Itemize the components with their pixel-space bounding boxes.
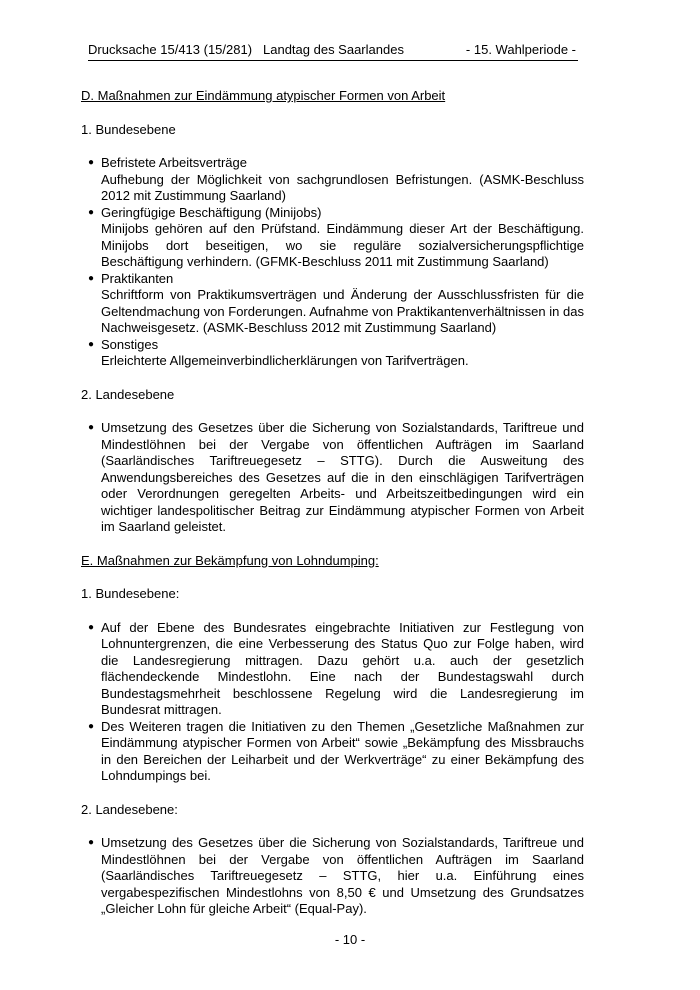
bullet-icon: ● bbox=[88, 422, 95, 433]
bullet-icon: ● bbox=[88, 272, 95, 284]
legislative-period: - 15. Wahlperiode - bbox=[465, 42, 576, 57]
list-item bbox=[81, 835, 584, 918]
item-title: Geringfügige Beschäftigung (Minijobs) bbox=[101, 204, 322, 220]
item-body: Minijobs gehören auf den Prüfstand. Eindämmung dieser Art der Beschäftigung. Minijobs dort beseitigen, wo sie reguläre sozialversicherungspflichtige Beschäftigung verhindern. (GFMK-Beschluss 2011 mit Zustimmung Saarland) bbox=[101, 221, 584, 269]
section-d-bund-list bbox=[81, 155, 584, 370]
list-item bbox=[81, 205, 584, 271]
section-e-title: E. Maßnahmen zur Bekämpfung von Lohndumping: bbox=[81, 552, 379, 568]
list-item bbox=[81, 620, 584, 719]
page-header bbox=[88, 42, 578, 61]
bullet-icon: ● bbox=[88, 720, 95, 732]
section-e-bund-heading: 1. Bundesebene: bbox=[81, 586, 180, 601]
item-body: Aufhebung der Möglichkeit von sachgrundlosen Befristungen. (ASMK-Beschluss 2012 mit Zustimmung Saarland) bbox=[101, 171, 584, 203]
item-title: Sonstiges bbox=[101, 336, 159, 352]
section-d-bund-heading: 1. Bundesebene bbox=[81, 121, 176, 137]
item-body: Auf der Ebene des Bundesrates eingebrachte Initiativen zur Festlegung von Lohnuntergrenzen, die eine Verbesserung des Status Quo zur Folge haben, wird die Landesregierung mittragen. Dazu gehört u.a. auch der gesetzlich flächendeckende Mindestlohn. Eine nach der Bundestagswahl durch Bundestagsmehrheit beschlossene Regelung wird die Landesregierung im Bundesrat mittragen. bbox=[101, 619, 584, 717]
item-body: Umsetzung des Gesetzes über die Sicherung von Sozialstandards, Tariftreue und Mindestlöhnen bei der Vergabe von öffentlichen Aufträgen im Saarland (Saarländisches Tariftreuegesetz – STTG). Durch die Ausweitung des Anwendungsbereiches des Gesetzes auf die in den einschlägigen Tarifverträgen oder Verordnungen geregelten Arbeits- und Arbeitszeitbedingungen wird ein wichtiger landespolitischer Beitrag zur Eindämmung atypischer Formen von Arbeit im Saarland geleistet. bbox=[101, 420, 584, 534]
bullet-icon: ● bbox=[88, 837, 95, 848]
document-number: Drucksache 15/413 (15/281) bbox=[88, 42, 253, 57]
item-title: Befristete Arbeitsverträge bbox=[101, 155, 247, 170]
list-item bbox=[81, 337, 584, 370]
section-d-land-list bbox=[81, 420, 584, 536]
list-item bbox=[81, 271, 584, 337]
list-item bbox=[81, 155, 584, 205]
item-body: Umsetzung des Gesetzes über die Sicherung von Sozialstandards, Tariftreue und Mindestlöhnen bei der Vergabe von öffentlichen Aufträgen im Saarland (Saarländisches Tariftreuegesetz – STTG, hier u.a. Einführung eines vergabespezifischen Mindestlohns von 8,50 € und Umsetzung des Grundsatzes „Gleicher Lohn für gleiche Arbeit“ (Equal-Pay). bbox=[101, 835, 584, 916]
section-e-land-heading: 2. Landesebene: bbox=[81, 801, 178, 817]
item-body: Schriftform von Praktikumsverträgen und Änderung der Ausschlussfristen für die Geltendmachung von Forderungen. Aufnahme von Praktikantenverhältnissen in das Nachweisgesetz. (ASMK-Beschluss 2012 mit Zustimmung Saarland) bbox=[101, 287, 584, 335]
bullet-icon: ● bbox=[88, 338, 95, 350]
list-item bbox=[81, 420, 584, 536]
page-content bbox=[81, 88, 584, 918]
bullet-icon: ● bbox=[88, 157, 95, 168]
parliament-name: Landtag des Saarlandes bbox=[263, 42, 404, 57]
item-body: Erleichterte Allgemeinverbindlicherklärungen von Tarifverträgen. bbox=[101, 353, 469, 368]
item-title: Praktikanten bbox=[101, 270, 174, 286]
section-d-land-heading: 2. Landesebene bbox=[81, 386, 175, 402]
item-body: Des Weiteren tragen die Initiativen zu den Themen „Gesetzliche Maßnahmen zur Eindämmung atypischer Formen von Arbeit“ sowie „Bekämpfung des Missbrauchs in den Bereichen der Leiharbeit und der Werkverträge“ zu einer Bekämpfung des Lohndumpings bei. bbox=[101, 718, 584, 783]
section-d-title: D. Maßnahmen zur Eindämmung atypischer Formen von Arbeit bbox=[81, 88, 446, 103]
bullet-icon: ● bbox=[88, 621, 95, 633]
section-e-land-list bbox=[81, 835, 584, 918]
bullet-icon: ● bbox=[88, 206, 95, 218]
section-e-bund-list bbox=[81, 620, 584, 785]
page-number: - 10 - bbox=[334, 932, 366, 947]
list-item bbox=[81, 719, 584, 785]
